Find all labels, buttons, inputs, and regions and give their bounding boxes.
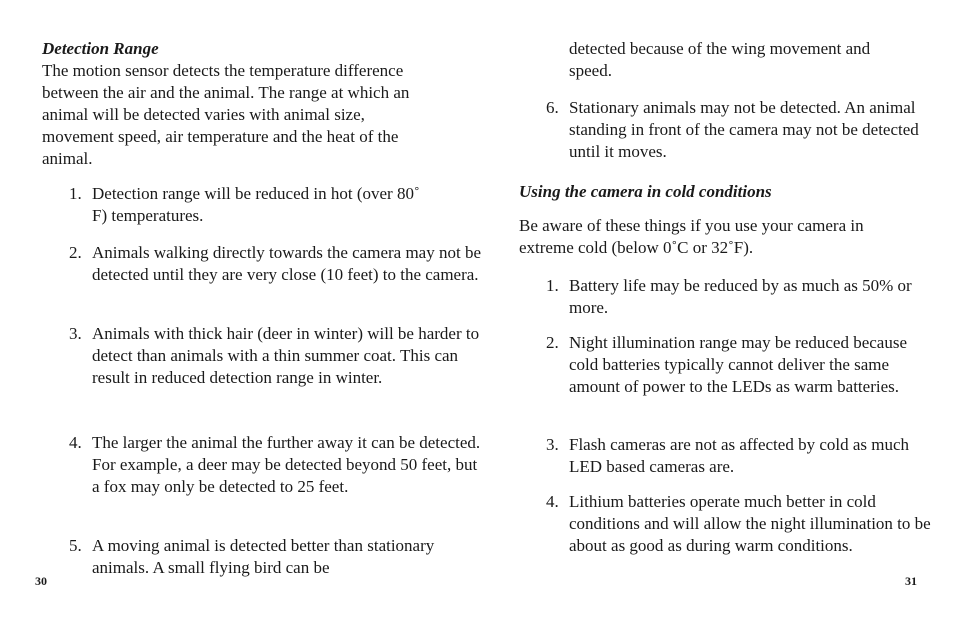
list-number: 5.	[69, 536, 82, 555]
list-number: 2.	[546, 333, 559, 352]
list-item	[519, 434, 929, 478]
left-page	[42, 0, 481, 618]
page-number-left: 30	[35, 574, 47, 588]
list-text: The larger the animal the further away it can be detected. For example, a deer may be detected beyond 50 feet, but a fox may only be detected to 25 feet.	[92, 433, 481, 496]
continued-text: detected because of the wing movement and speed.	[569, 39, 871, 80]
section-heading: Detection Range	[42, 39, 159, 58]
list-text: Lithium batteries operate much better in cold conditions and will allow the night illumination to be about as good as during warm conditions.	[569, 492, 931, 555]
section-heading: Using the camera in cold conditions	[519, 182, 772, 201]
intro-paragraph: Be aware of these things if you use your camera in extreme cold (below 0˚C or 32˚F).	[519, 216, 864, 257]
intro-paragraph: The motion sensor detects the temperature difference between the air and the animal. The range at which an animal will be detected varies with animal size, movement speed, air temperature and the heat of the animal.	[42, 61, 410, 168]
list-text: Stationary animals may not be detected. An animal standing in front of the camera may not be detected until it moves.	[569, 98, 919, 161]
list-text: Animals with thick hair (deer in winter) will be harder to detect than animals with a thin summer coat. This can result in reduced detection range in winter.	[92, 324, 480, 387]
detection-range-section	[42, 38, 434, 170]
list-text: A moving animal is detected better than stationary animals. A small flying bird can be	[92, 536, 435, 577]
list-item	[42, 183, 432, 227]
list-text: Animals walking directly towards the camera may not be detected until they are very close (10 feet) to the camera.	[92, 243, 481, 284]
list-number: 3.	[546, 435, 559, 454]
list-text: Flash cameras are not as affected by cold as much LED based cameras are.	[569, 435, 910, 476]
list-text: Battery life may be reduced by as much as 50% or more.	[569, 276, 912, 317]
list-item	[519, 97, 941, 163]
list-number: 4.	[546, 492, 559, 511]
list-number: 1.	[69, 184, 82, 203]
list-number: 1.	[546, 276, 559, 295]
list-number: 4.	[69, 433, 82, 452]
list-text: Detection range will be reduced in hot (over 80˚ F) temperatures.	[92, 184, 420, 225]
list-item	[519, 491, 941, 557]
list-item	[519, 275, 914, 319]
list-item	[42, 535, 486, 579]
list-item	[42, 432, 488, 498]
page-number-right: 31	[905, 574, 917, 588]
list-number: 3.	[69, 324, 82, 343]
list-number: 6.	[546, 98, 559, 117]
list-item	[42, 242, 486, 286]
list-text: Night illumination range may be reduced because cold batteries typically cannot deliver the same amount of power to the LEDs as warm batteries.	[569, 333, 907, 396]
list-number: 2.	[69, 243, 82, 262]
list-item	[519, 332, 933, 398]
list-item	[42, 323, 480, 389]
